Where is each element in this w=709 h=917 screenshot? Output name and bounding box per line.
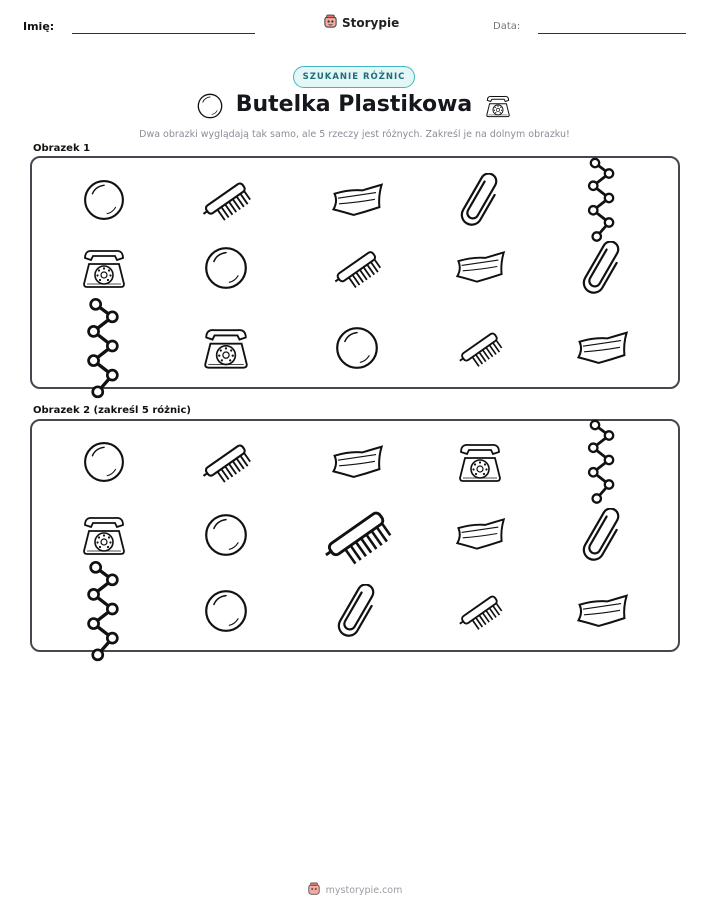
date-line[interactable] bbox=[538, 33, 686, 34]
bubble-icon bbox=[83, 179, 125, 225]
comb-icon bbox=[329, 243, 385, 296]
paperclip-icon[interactable] bbox=[335, 584, 379, 643]
footer bbox=[0, 882, 709, 899]
storypie-footer-logo-icon bbox=[307, 882, 321, 899]
instructions: Dwa obrazki wyglądają tak samo, ale 5 rzeczy jest różnych. Zakreśl je na dolnym obrazku! bbox=[139, 129, 570, 140]
bubble-icon[interactable] bbox=[204, 589, 248, 637]
comb-icon[interactable] bbox=[454, 588, 506, 638]
storypie-logo-icon bbox=[323, 14, 338, 32]
paperclip-icon bbox=[458, 173, 502, 232]
comb-icon[interactable] bbox=[197, 436, 255, 491]
molecule-icon[interactable] bbox=[79, 559, 129, 667]
telephone-icon bbox=[200, 325, 252, 375]
name-line[interactable] bbox=[72, 33, 255, 34]
molecule-icon bbox=[79, 296, 129, 404]
footer-url: mystorypie.com bbox=[325, 885, 403, 896]
picture2-label: Obrazek 2 (zakreśl 5 różnic) bbox=[33, 405, 191, 416]
paperclip-icon[interactable] bbox=[580, 508, 624, 567]
title-bubble-icon bbox=[197, 93, 223, 123]
napkin-icon[interactable] bbox=[453, 513, 507, 560]
napkin-icon bbox=[329, 178, 385, 227]
page-title: Butelka Plastikowa bbox=[235, 92, 473, 117]
bubble-icon[interactable] bbox=[204, 513, 248, 561]
activity-badge: SZUKANIE RÓŻNIC bbox=[293, 66, 415, 88]
picture1-label: Obrazek 1 bbox=[33, 143, 91, 154]
napkin-icon bbox=[574, 326, 630, 375]
bubble-icon bbox=[335, 326, 379, 374]
molecule-icon bbox=[581, 156, 623, 248]
comb-icon[interactable] bbox=[317, 500, 397, 574]
name-label: Imię: bbox=[23, 20, 55, 33]
molecule-icon[interactable] bbox=[581, 418, 623, 510]
napkin-icon[interactable] bbox=[329, 440, 385, 489]
napkin-icon[interactable] bbox=[574, 589, 630, 638]
comb-icon bbox=[197, 174, 255, 229]
brand-name: Storypie bbox=[342, 16, 400, 30]
telephone-icon[interactable] bbox=[79, 513, 129, 561]
title-telephone-icon bbox=[484, 92, 512, 124]
bubble-icon[interactable] bbox=[83, 441, 125, 487]
comb-icon bbox=[454, 325, 506, 375]
date-label: Data: bbox=[493, 21, 521, 32]
telephone-icon bbox=[79, 246, 129, 294]
napkin-icon bbox=[453, 246, 507, 293]
bubble-icon bbox=[204, 246, 248, 294]
brand bbox=[323, 14, 399, 32]
paperclip-icon bbox=[580, 241, 624, 300]
telephone-icon[interactable] bbox=[455, 440, 505, 488]
